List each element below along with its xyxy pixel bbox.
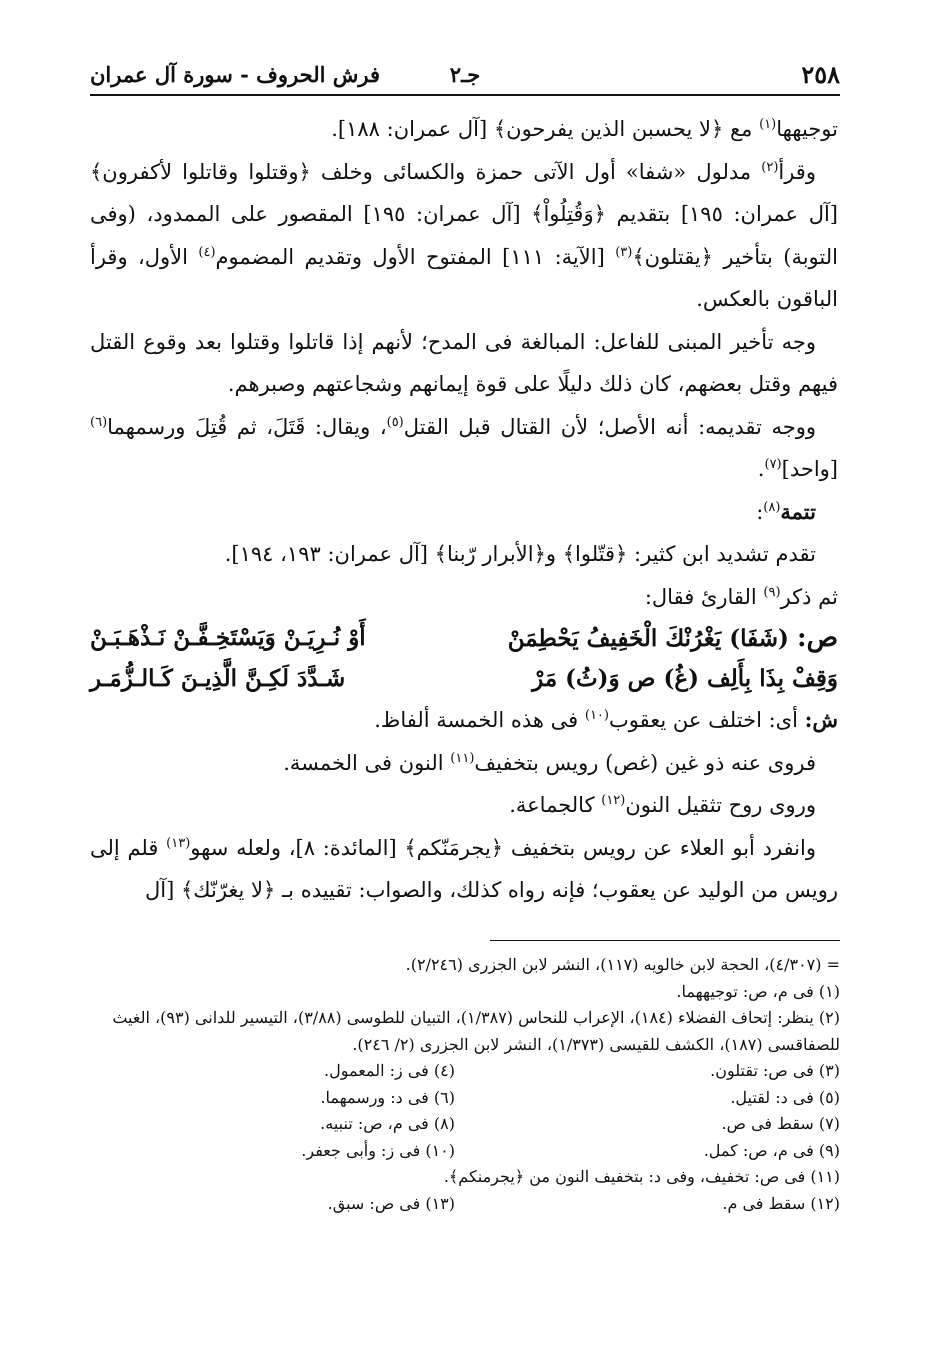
verse-line: وَقِفْ بِذَا بِأَلِف (غُ) ص وَ(ثُ) مَرْ شَـدَّدَ لَكِـنَّ الَّذِيـنَ كَـالـزُّمَـر — [90, 665, 838, 692]
section-heading: تتمة$^{(٨)}$: — [756, 498, 816, 524]
footnote: (١٢) سقط فى م. — [722, 1193, 840, 1213]
paragraph: ثم ذكر$^{(٩)}$ القارئ فقال: — [644, 584, 838, 609]
footnote-rule — [490, 940, 840, 941]
main-text — [90, 108, 838, 912]
footnote: (٦) فى د: ورسمهما. — [320, 1087, 455, 1107]
header-rule — [90, 94, 840, 96]
footnote-grid — [90, 1058, 840, 1217]
footnote: (٨) فى م، ص: تنبيه. — [320, 1114, 455, 1133]
paragraph: وروى روح تثقيل النون$^{(١٢)}$ كالجماعة. — [509, 793, 816, 817]
page-number: ٢٥٨ — [801, 59, 840, 89]
paragraph: ش: أى: اختلف عن يعقوب$^{(١٠)}$ فى هذه الخمسة ألفاظ. — [374, 707, 838, 732]
footnote: (١٣) فى ص: سبق. — [327, 1193, 455, 1213]
footnote: (٥) فى د: لقتيل. — [730, 1087, 840, 1107]
paragraph: توجيهها$^{(١)}$ مع ﴿لا يحسبن الذين يفرحون﴾ [آل عمران: ١٨٨]. — [331, 117, 838, 141]
volume-label: جـ٢ — [449, 61, 481, 87]
verse-line: ص: (شَفَا) يَغْرُنْكَ الْخَفِيفُ يَحْطِمَنْ أَوْ نُـرِيَـنْ وَيَسْتَخِـفَّـنْ نَـذْهَـبَـنْ — [90, 623, 838, 653]
footnotes — [90, 952, 840, 1217]
verse-mark: ص: — [796, 623, 838, 653]
paragraph: وانفرد أبو العلاء عن رويس بتخفيف ﴿يجرمَنّكم﴾ [المائدة: ٨]، ولعله سهو$^{(١٣)}$ قلم إلى رويس من الوليد عن يعقوب؛ فإنه رواه كذلك، والصواب: تقييده بـ ﴿لا يغرّنّك﴾ [آل — [90, 835, 838, 902]
running-title: فرش الحروف - سورة آل عمران — [90, 61, 381, 87]
footnote: = (٤/٣٠٧)، الحجة لابن خالويه (١١٧)، النشر لابن الجزرى (٢/٢٤٦). — [405, 955, 840, 974]
footnote: (٩) فى م، ص: كمل. — [703, 1140, 840, 1160]
footnote: (١١) فى ص: تخفيف، وفى د: بتخفيف النون من ﴿يجرمنكم﴾. — [443, 1167, 840, 1186]
footnote: (١٠) فى ز: وأبى جعفر. — [301, 1140, 455, 1160]
footnote: (٤) فى ز: المعمول. — [324, 1061, 455, 1080]
footnote: (٧) سقط فى ص. — [721, 1114, 840, 1133]
footnote: (٣) فى ص: تقتلون. — [710, 1061, 840, 1080]
paragraph: وقرأ$^{(٢)}$ مدلول «شفا» أول الآتى حمزة والكسائى وخلف ﴿وقتلوا وقاتلوا لأكفرون﴾ [آل عمران: ١٩٥] بتقديم ﴿وَقُتِلُواْ﴾ [آل عمران: ١٩٥] المقصور على الممدود، (وفى التوبة) بتأخير ﴿يقتلون﴾$^{(٣)}$ [الآية: ١١١] المفتوح الأول وتقديم المضموم$^{(٤)}$ الأول، وقرأ الباقون بالعكس. — [90, 159, 838, 311]
sharh-mark: ش: — [804, 707, 838, 732]
footnote: (٢) ينظر: إتحاف الفضلاء (١٨٤)، الإعراب للنحاس (١/٣٨٧)، التبيان للطوسى (٣/٨٨)، التيسير للدانى (٩٣)، الغيث للصفاقسى (١٨٧)، الكشف للقيسى (١/٣٧٣)، النشر لابن الجزرى (٢/ ٢٤٦). — [112, 1008, 840, 1054]
paragraph: فروى عنه ذو غين (غص) رويس بتخفيف$^{(١١)}$ النون فى الخمسة. — [283, 750, 816, 775]
paragraph: ووجه تقديمه: أنه الأصل؛ لأن القتال قبل القتل$^{(٥)}$، ويقال: قَتَلَ، ثم قُتِلَ ورسمهما$^{(٦)}$ [واحد]$^{(٧)}$. — [90, 414, 838, 481]
footnote: (١) فى م، ص: توجيههما. — [676, 981, 840, 1001]
page-header — [90, 54, 840, 94]
paragraph: وجه تأخير المبنى للفاعل: المبالغة فى المدح؛ لأنهم إذا قاتلوا وقتلوا بعد وقوع القتل فيهم وقتل بعضهم، كان ذلك دليلًا على قوة إيمانهم وشجاعتهم وصبرهم. — [90, 329, 838, 396]
paragraph: تقدم تشديد ابن كثير: ﴿قتّلوا﴾ و﴿الأبرار رّبنا﴾ [آل عمران: ١٩٣، ١٩٤]. — [224, 542, 816, 566]
